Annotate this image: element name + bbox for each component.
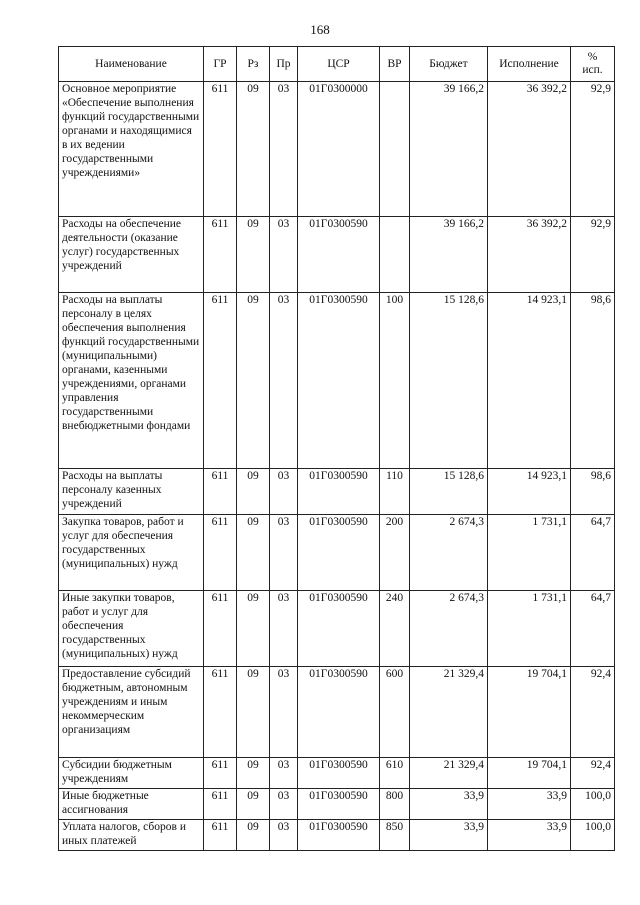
table-header-row	[59, 47, 615, 82]
row-rz-cell: 09	[237, 820, 270, 851]
row-name-cell: Расходы на выплаты персоналу казенных учреждений	[59, 469, 204, 515]
row-csr-cell: 01Г0300590	[298, 820, 380, 851]
row-vr-cell: 600	[380, 667, 410, 758]
row-csr-cell: 01Г0300590	[298, 591, 380, 667]
table-row	[59, 789, 615, 820]
row-vr-cell: 110	[380, 469, 410, 515]
row-pr-cell: 03	[270, 469, 298, 515]
row-pr-cell: 03	[270, 789, 298, 820]
row-rz-cell: 09	[237, 515, 270, 591]
col-header-rz: Рз	[237, 47, 270, 82]
row-csr-cell: 01Г0300590	[298, 217, 380, 293]
row-name-cell: Уплата налогов, сборов и иных платежей	[59, 820, 204, 851]
row-pr-cell: 03	[270, 217, 298, 293]
col-header-name: Наименование	[59, 47, 204, 82]
table-row	[59, 217, 615, 293]
row-rz-cell: 09	[237, 758, 270, 789]
table-row	[59, 469, 615, 515]
row-gr-cell: 611	[204, 469, 237, 515]
col-header-budget: Бюджет	[410, 47, 488, 82]
row-budget-cell: 33,9	[410, 820, 488, 851]
row-csr-cell: 01Г0300590	[298, 469, 380, 515]
row-pr-cell: 03	[270, 758, 298, 789]
row-execution-cell: 14 923,1	[488, 293, 571, 469]
col-header-gr: ГР	[204, 47, 237, 82]
col-header-csr: ЦСР	[298, 47, 380, 82]
row-vr-cell: 850	[380, 820, 410, 851]
row-budget-cell: 21 329,4	[410, 667, 488, 758]
row-vr-cell: 200	[380, 515, 410, 591]
row-rz-cell: 09	[237, 667, 270, 758]
row-csr-cell: 01Г0300590	[298, 789, 380, 820]
row-budget-cell: 39 166,2	[410, 82, 488, 217]
table-row	[59, 758, 615, 789]
row-gr-cell: 611	[204, 293, 237, 469]
row-rz-cell: 09	[237, 217, 270, 293]
row-rz-cell: 09	[237, 293, 270, 469]
row-csr-cell: 01Г0300590	[298, 667, 380, 758]
row-budget-cell: 33,9	[410, 789, 488, 820]
row-csr-cell: 01Г0300590	[298, 293, 380, 469]
row-execution-cell: 36 392,2	[488, 82, 571, 217]
row-name-cell: Расходы на выплаты персоналу в целях обеспечения выполнения функций государственными (муниципальными) органами, казенными учреждениями, органами управления государственными внебюджетными фондами	[59, 293, 204, 469]
row-vr-cell: 100	[380, 293, 410, 469]
row-percent-cell: 92,4	[571, 758, 615, 789]
row-vr-cell: 800	[380, 789, 410, 820]
table-row	[59, 293, 615, 469]
table-row	[59, 591, 615, 667]
row-csr-cell: 01Г0300590	[298, 515, 380, 591]
col-header-percent: % исп.	[571, 47, 615, 82]
row-gr-cell: 611	[204, 667, 237, 758]
row-gr-cell: 611	[204, 82, 237, 217]
row-csr-cell: 01Г0300000	[298, 82, 380, 217]
row-percent-cell: 92,9	[571, 217, 615, 293]
row-name-cell: Основное мероприятие «Обеспечение выполнения функций государственными органами и находящимися в их ведении государственными учреждениями»	[59, 82, 204, 217]
row-execution-cell: 14 923,1	[488, 469, 571, 515]
row-csr-cell: 01Г0300590	[298, 758, 380, 789]
row-gr-cell: 611	[204, 789, 237, 820]
row-execution-cell: 1 731,1	[488, 515, 571, 591]
row-vr-cell: 240	[380, 591, 410, 667]
row-budget-cell: 2 674,3	[410, 515, 488, 591]
row-execution-cell: 19 704,1	[488, 758, 571, 789]
row-name-cell: Иные закупки товаров, работ и услуг для обеспечения государственных (муниципальных) нужд	[59, 591, 204, 667]
row-pr-cell: 03	[270, 82, 298, 217]
row-execution-cell: 33,9	[488, 789, 571, 820]
table-row	[59, 515, 615, 591]
row-percent-cell: 98,6	[571, 469, 615, 515]
row-budget-cell: 21 329,4	[410, 758, 488, 789]
row-execution-cell: 19 704,1	[488, 667, 571, 758]
row-rz-cell: 09	[237, 591, 270, 667]
row-percent-cell: 98,6	[571, 293, 615, 469]
row-pr-cell: 03	[270, 293, 298, 469]
row-name-cell: Расходы на обеспечение деятельности (оказание услуг) государственных учреждений	[59, 217, 204, 293]
row-rz-cell: 09	[237, 469, 270, 515]
row-pr-cell: 03	[270, 515, 298, 591]
row-gr-cell: 611	[204, 758, 237, 789]
row-percent-cell: 100,0	[571, 820, 615, 851]
col-header-vr: ВР	[380, 47, 410, 82]
row-name-cell: Закупка товаров, работ и услуг для обеспечения государственных (муниципальных) нужд	[59, 515, 204, 591]
row-pr-cell: 03	[270, 820, 298, 851]
row-gr-cell: 611	[204, 591, 237, 667]
row-gr-cell: 611	[204, 515, 237, 591]
row-percent-cell: 92,4	[571, 667, 615, 758]
row-execution-cell: 33,9	[488, 820, 571, 851]
page-number: 168	[310, 22, 330, 37]
row-percent-cell: 92,9	[571, 82, 615, 217]
row-pr-cell: 03	[270, 591, 298, 667]
row-percent-cell: 64,7	[571, 515, 615, 591]
row-name-cell: Субсидии бюджетным учреждениям	[59, 758, 204, 789]
row-gr-cell: 611	[204, 217, 237, 293]
row-vr-cell: 610	[380, 758, 410, 789]
row-budget-cell: 15 128,6	[410, 293, 488, 469]
row-gr-cell: 611	[204, 820, 237, 851]
row-pr-cell: 03	[270, 667, 298, 758]
row-name-cell: Предоставление субсидий бюджетным, автономным учреждениям и иным некоммерческим организациям	[59, 667, 204, 758]
col-header-execution: Исполнение	[488, 47, 571, 82]
row-rz-cell: 09	[237, 82, 270, 217]
row-budget-cell: 39 166,2	[410, 217, 488, 293]
row-budget-cell: 2 674,3	[410, 591, 488, 667]
row-percent-cell: 100,0	[571, 789, 615, 820]
table-row	[59, 820, 615, 851]
table-row	[59, 82, 615, 217]
row-rz-cell: 09	[237, 789, 270, 820]
row-vr-cell	[380, 217, 410, 293]
table-row	[59, 667, 615, 758]
row-name-cell: Иные бюджетные ассигнования	[59, 789, 204, 820]
row-execution-cell: 1 731,1	[488, 591, 571, 667]
budget-execution-table	[58, 46, 615, 851]
row-percent-cell: 64,7	[571, 591, 615, 667]
row-vr-cell	[380, 82, 410, 217]
row-budget-cell: 15 128,6	[410, 469, 488, 515]
row-execution-cell: 36 392,2	[488, 217, 571, 293]
col-header-pr: Пр	[270, 47, 298, 82]
